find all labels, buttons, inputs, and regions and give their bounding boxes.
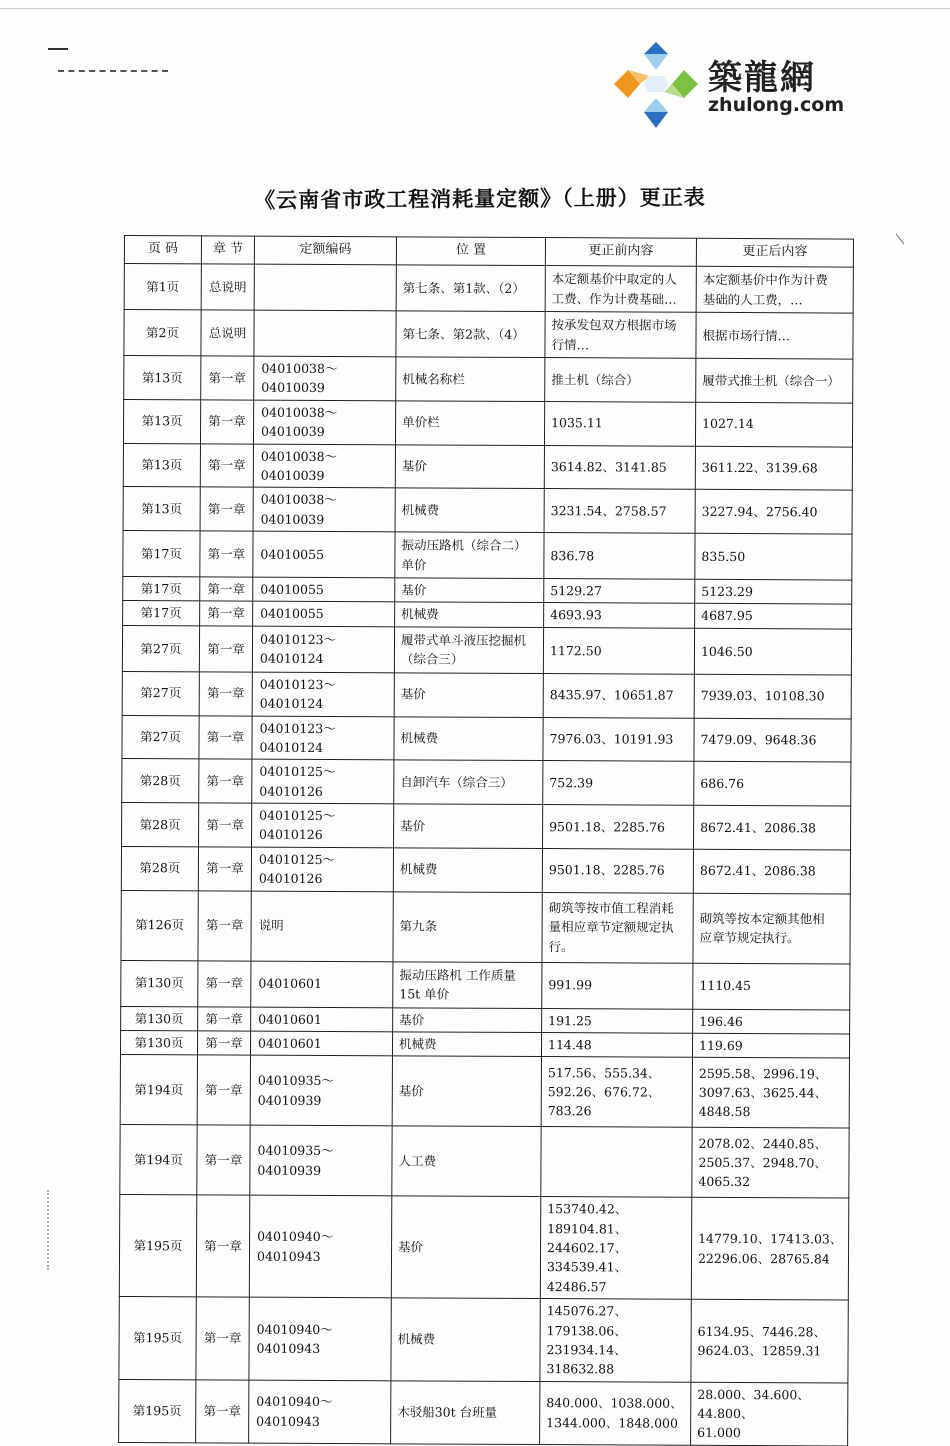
cell-chapter: 第一章 (199, 715, 252, 759)
cell-code: 04010940～04010943 (249, 1195, 391, 1298)
cell-chapter: 第一章 (199, 626, 252, 672)
cell-before: 3614.82、3141.85 (544, 445, 695, 489)
table-row (123, 601, 852, 629)
cell-position: 自卸汽车（综合三） (394, 760, 543, 804)
cell-code (254, 264, 396, 311)
header-page: 页 码 (124, 236, 201, 264)
cell-after: 2595.58、2996.19、 3097.63、3625.44、 4848.58 (692, 1058, 849, 1129)
cell-before: 153740.42、189104.81、 244602.17、334539.41、 42486.57 (540, 1197, 691, 1300)
cell-after: 28.000、34.600、44.800、 61.000 (691, 1382, 848, 1446)
cell-code: 04010125～04010126 (251, 847, 393, 891)
cell-position: 基价 (391, 1196, 540, 1299)
cell-position: 机械费 (395, 488, 544, 532)
cell-before: 9501.18、2285.76 (542, 848, 693, 892)
cell-after: 14779.10、17413.03、 22296.06、28765.84 (691, 1198, 848, 1301)
cell-after: 1027.14 (695, 402, 852, 447)
cell-before: 191.25 (542, 1008, 693, 1033)
cell-before: 5129.27 (544, 579, 695, 604)
cell-before: 517.56、555.34、 592.26、676.72、783.26 (541, 1057, 692, 1128)
table-row (119, 1379, 848, 1446)
cell-position: 机械费 (393, 848, 542, 892)
logo-name-cn: 築龍網 (708, 58, 816, 98)
table-header-row (124, 236, 853, 268)
cell-chapter: 第一章 (199, 672, 252, 716)
cell-position: 人工费 (392, 1126, 541, 1197)
cell-after: 6134.95、7446.28、 9624.03、12859.31 (691, 1299, 848, 1382)
cell-after: 196.46 (693, 1009, 850, 1034)
cell-before: 836.78 (544, 533, 695, 580)
cell-page: 第13页 (123, 487, 200, 531)
cell-chapter: 第一章 (196, 1195, 249, 1297)
cell-position: 第七条、第1款、（2） (396, 265, 545, 312)
cell-chapter: 第一章 (198, 847, 251, 891)
cell-before: 本定额基价中取定的人 工费、作为计费基础… (545, 266, 696, 313)
cell-after: 8672.41、2086.38 (694, 805, 851, 850)
table-row (120, 1125, 849, 1199)
cell-before: 1172.50 (543, 627, 694, 674)
scan-edge-line (0, 8, 950, 9)
cell-after: 4687.95 (695, 604, 852, 629)
cell-code: 04010125～04010126 (252, 803, 394, 847)
cell-after: 1046.50 (694, 628, 851, 675)
cell-chapter: 总说明 (201, 310, 254, 356)
table-row (123, 530, 852, 580)
cell-page: 第1页 (124, 264, 201, 310)
cell-page: 第130页 (121, 1006, 198, 1031)
table-row (122, 715, 851, 762)
cell-page: 第194页 (120, 1055, 197, 1125)
table-row (120, 1055, 849, 1129)
table-row (121, 1006, 850, 1034)
cell-code: 04010055 (253, 602, 395, 627)
cell-code: 04010601 (251, 961, 393, 1008)
document-title: 《云南省市政工程消耗量定额》（上册）更正表 (254, 184, 706, 213)
cell-page: 第130页 (121, 960, 198, 1006)
cell-position: 基价 (393, 1007, 542, 1032)
header-after: 更正后内容 (696, 238, 853, 267)
cell-after: 7479.09、9648.36 (694, 718, 851, 763)
cell-code: 04010038～04010039 (254, 356, 396, 400)
cell-position: 木驳船30t 台班量 (391, 1380, 540, 1444)
logo-name-en: zhulong.com (708, 94, 845, 116)
cell-page: 第130页 (120, 1030, 197, 1055)
cell-chapter: 第一章 (200, 400, 253, 444)
cell-code: 说明 (251, 891, 393, 962)
table-row (119, 1297, 848, 1383)
cell-chapter: 第一章 (199, 759, 252, 803)
cell-position: 振动压路机（综合二） 单价 (395, 532, 544, 579)
table-row (123, 443, 852, 490)
cell-chapter: 第一章 (198, 960, 251, 1006)
table-row (122, 671, 851, 718)
cell-page: 第13页 (123, 443, 200, 487)
header-code: 定额编码 (254, 236, 396, 265)
cell-after: 3227.94、2756.40 (695, 490, 852, 535)
cell-chapter: 第一章 (196, 1297, 249, 1380)
zhulong-logo (610, 40, 850, 132)
errata-table-wrapper (118, 235, 854, 1446)
cell-position: 履带式单斗液压挖掘机 （综合三） (394, 627, 543, 674)
cell-code: 04010601 (251, 1007, 393, 1032)
cell-page: 第28页 (122, 802, 199, 846)
cell-position: 基价 (395, 578, 544, 603)
cell-after: 119.69 (692, 1033, 849, 1058)
cell-after: 835.50 (695, 533, 852, 580)
cell-before: 3231.54、2758.57 (544, 489, 695, 533)
cell-code: 04010038～04010039 (253, 444, 395, 488)
cell-before: 8435.97、10651.87 (543, 673, 694, 717)
table-row (120, 1030, 849, 1058)
cell-position: 单价栏 (395, 401, 544, 445)
cell-position: 机械费 (392, 1032, 541, 1057)
table-row (122, 759, 851, 806)
table-row (121, 846, 850, 893)
cell-code: 04010940～04010943 (249, 1297, 391, 1380)
table-row (119, 1195, 848, 1300)
scan-mark (48, 48, 68, 50)
cell-chapter: 第一章 (200, 487, 253, 531)
errata-table (118, 235, 854, 1446)
cell-code: 04010055 (253, 531, 395, 578)
cell-after: 686.76 (694, 762, 851, 807)
cell-page: 第2页 (124, 310, 201, 356)
cell-page: 第13页 (123, 399, 200, 443)
cell-position: 机械名称栏 (396, 357, 545, 401)
cell-chapter: 第一章 (198, 1006, 251, 1031)
table-row (121, 890, 850, 964)
header-position: 位 置 (396, 237, 545, 266)
cell-after: 1110.45 (693, 963, 850, 1010)
cell-code: 04010125～04010126 (252, 759, 394, 803)
cell-page: 第195页 (119, 1297, 196, 1380)
cell-chapter: 总说明 (201, 264, 254, 310)
table-row (124, 356, 853, 403)
cell-code: 04010935～04010939 (250, 1125, 392, 1196)
header-before: 更正前内容 (545, 238, 696, 267)
header-chapter: 章 节 (201, 236, 254, 264)
cell-page: 第17页 (123, 576, 200, 601)
cell-page: 第17页 (123, 601, 200, 626)
table-row (123, 576, 852, 604)
cell-after: 8672.41、2086.38 (693, 849, 850, 894)
cell-chapter: 第一章 (197, 1055, 250, 1125)
cell-code: 04010601 (250, 1031, 392, 1056)
scan-dash-mark (58, 70, 168, 72)
scan-edge-dots (47, 1190, 49, 1270)
cell-code: 04010038～04010039 (253, 487, 395, 531)
cell-before: 砌筑等按市值工程消耗 量相应章节定额规定执 行。 (542, 892, 693, 963)
cell-chapter: 第一章 (201, 356, 254, 400)
cell-position: 基价 (392, 1056, 541, 1127)
cell-page: 第28页 (121, 846, 198, 890)
cell-before: 991.99 (542, 962, 693, 1009)
cell-page: 第13页 (124, 356, 201, 400)
cell-page: 第27页 (122, 625, 199, 671)
cell-page: 第27页 (122, 671, 199, 715)
cell-after: 履带式推土机（综合一） (696, 358, 853, 403)
cell-chapter: 第一章 (200, 531, 253, 577)
cell-chapter: 第一章 (197, 1125, 250, 1195)
table-row (122, 802, 851, 849)
cell-after: 5123.29 (695, 579, 852, 604)
cell-after: 2078.02、2440.85、 2505.37、2948.70、 4065.32 (692, 1128, 849, 1199)
cell-after: 根据市场行情… (696, 312, 853, 359)
cell-page: 第27页 (122, 715, 199, 759)
cell-code: 04010055 (253, 577, 395, 602)
cell-after: 7939.03、10108.30 (694, 674, 851, 719)
table-row (124, 310, 853, 360)
scan-speck (895, 233, 905, 245)
cell-code: 04010940～04010943 (249, 1380, 391, 1444)
cell-after: 3611.22、3139.68 (695, 446, 852, 491)
table-row (123, 399, 852, 446)
cell-code (254, 310, 396, 357)
cell-code: 04010123～04010124 (252, 716, 394, 760)
cell-chapter: 第一章 (200, 601, 253, 626)
zhulong-logo-icon (610, 40, 702, 130)
cell-page: 第195页 (119, 1379, 196, 1443)
cell-code: 04010038～04010039 (253, 400, 395, 444)
cell-position: 振动压路机 工作质量 15t 单价 (393, 961, 542, 1008)
table-row (124, 264, 853, 314)
cell-position: 基价 (395, 444, 544, 488)
cell-page: 第195页 (119, 1195, 196, 1297)
cell-before: 按承发包双方根据市场 行情… (545, 312, 696, 359)
cell-page: 第17页 (123, 530, 200, 576)
cell-before: 114.48 (541, 1032, 692, 1057)
cell-position: 基价 (394, 804, 543, 848)
table-row (122, 625, 851, 675)
cell-after: 砌筑等按本定额其他相 应章节规定执行。 (693, 893, 850, 964)
cell-before: 9501.18、2285.76 (543, 805, 694, 849)
cell-before: 840.000、1038.000、 1344.000、1848.000 (540, 1381, 691, 1445)
cell-chapter: 第一章 (196, 1379, 249, 1442)
table-row (123, 487, 852, 534)
cell-code: 04010935～04010939 (250, 1055, 392, 1126)
cell-before: 4693.93 (544, 603, 695, 628)
cell-code: 04010123～04010124 (252, 626, 394, 673)
cell-position: 第九条 (393, 891, 542, 962)
cell-before (541, 1127, 692, 1198)
cell-position: 机械费 (391, 1298, 540, 1381)
cell-before: 1035.11 (544, 401, 695, 445)
cell-before: 145076.27、179138.06、 231934.14、318632.88 (540, 1299, 691, 1382)
cell-page: 第126页 (121, 890, 198, 960)
cell-before: 752.39 (543, 761, 694, 805)
cell-before: 推土机（综合） (545, 358, 696, 402)
cell-chapter: 第一章 (198, 890, 251, 960)
cell-page: 第28页 (122, 759, 199, 803)
cell-position: 基价 (394, 673, 543, 717)
table-row (121, 960, 850, 1010)
cell-chapter: 第一章 (197, 1031, 250, 1056)
cell-page: 第194页 (120, 1125, 197, 1195)
cell-chapter: 第一章 (200, 577, 253, 602)
cell-position: 机械费 (394, 716, 543, 760)
cell-after: 本定额基价中作为计费 基础的人工费，… (696, 266, 853, 313)
cell-chapter: 第一章 (199, 803, 252, 847)
cell-position: 机械费 (395, 602, 544, 627)
cell-code: 04010123～04010124 (252, 672, 394, 716)
cell-chapter: 第一章 (200, 443, 253, 487)
cell-before: 7976.03、10191.93 (543, 717, 694, 761)
cell-position: 第七条、第2款、（4） (396, 311, 545, 358)
